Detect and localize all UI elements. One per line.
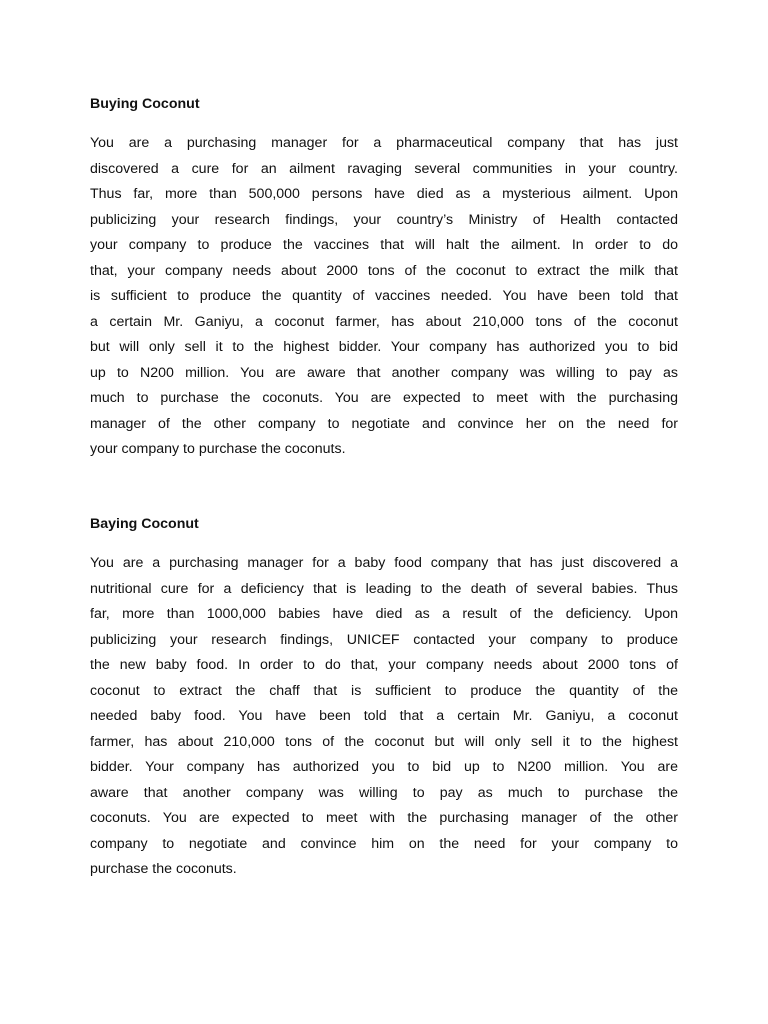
section-baying-coconut	[90, 514, 678, 883]
paragraph-line: but will only sell it to the highest bidder. Your company has authorized you to bid	[90, 339, 678, 355]
section-paragraph	[90, 131, 678, 463]
paragraph-line: nutritional cure for a deficiency that is leading to the death of several babies. Thus	[90, 580, 678, 597]
paragraph-line: company to negotiate and convince him on the need for your company to	[90, 835, 678, 852]
paragraph-line: discovered a cure for an ailment ravaging several communities in your country.	[90, 160, 678, 177]
paragraph-line: that, your company needs about 2000 tons of the coconut to extract the milk that	[90, 262, 678, 279]
section-buying-coconut	[90, 94, 678, 463]
paragraph-line: purchase the coconuts.	[90, 861, 237, 877]
paragraph-line: coconut to extract the chaff that is sufficient to produce the quantity of the	[90, 682, 678, 699]
paragraph-line: a certain Mr. Ganiyu, a coconut farmer, has about 210,000 tons of the coconut	[90, 313, 678, 330]
paragraph-line: up to N200 million. You are aware that another company was willing to pay as	[90, 364, 678, 381]
paragraph-line: your company to produce the vaccines that will halt the ailment. In order to do	[90, 237, 678, 253]
paragraph-line: needed baby food. You have been told that a certain Mr. Ganiyu, a coconut	[90, 708, 678, 724]
paragraph-line: far, more than 1000,000 babies have died as a result of the deficiency. Upon	[90, 606, 678, 622]
paragraph-line: You are a purchasing manager for a baby food company that has just discovered a	[90, 555, 678, 571]
paragraph-line: is sufficient to produce the quantity of vaccines needed. You have been told that	[90, 288, 678, 304]
section-title: Baying Coconut	[90, 516, 199, 532]
paragraph-line: much to purchase the coconuts. You are expected to meet with the purchasing	[90, 390, 678, 406]
paragraph-line: aware that another company was willing to pay as much to purchase the	[90, 784, 678, 801]
paragraph-line: farmer, has about 210,000 tons of the coconut but will only sell it to the highest	[90, 733, 678, 750]
paragraph-line: Thus far, more than 500,000 persons have died as a mysterious ailment. Upon	[90, 186, 678, 202]
paragraph-line: the new baby food. In order to do that, your company needs about 2000 tons of	[90, 657, 678, 673]
paragraph-line: publicizing your research findings, your country’s Ministry of Health contacted	[90, 211, 678, 228]
paragraph-line: coconuts. You are expected to meet with the purchasing manager of the other	[90, 810, 678, 826]
section-paragraph	[90, 551, 678, 883]
paragraph-line: bidder. Your company has authorized you to bid up to N200 million. You are	[90, 759, 678, 775]
paragraph-line: You are a purchasing manager for a pharmaceutical company that has just	[90, 135, 678, 151]
section-title: Buying Coconut	[90, 96, 200, 112]
paragraph-line: your company to purchase the coconuts.	[90, 441, 346, 457]
paragraph-line: manager of the other company to negotiate and convince her on the need for	[90, 415, 678, 432]
paragraph-line: publicizing your research findings, UNICEF contacted your company to produce	[90, 631, 678, 648]
